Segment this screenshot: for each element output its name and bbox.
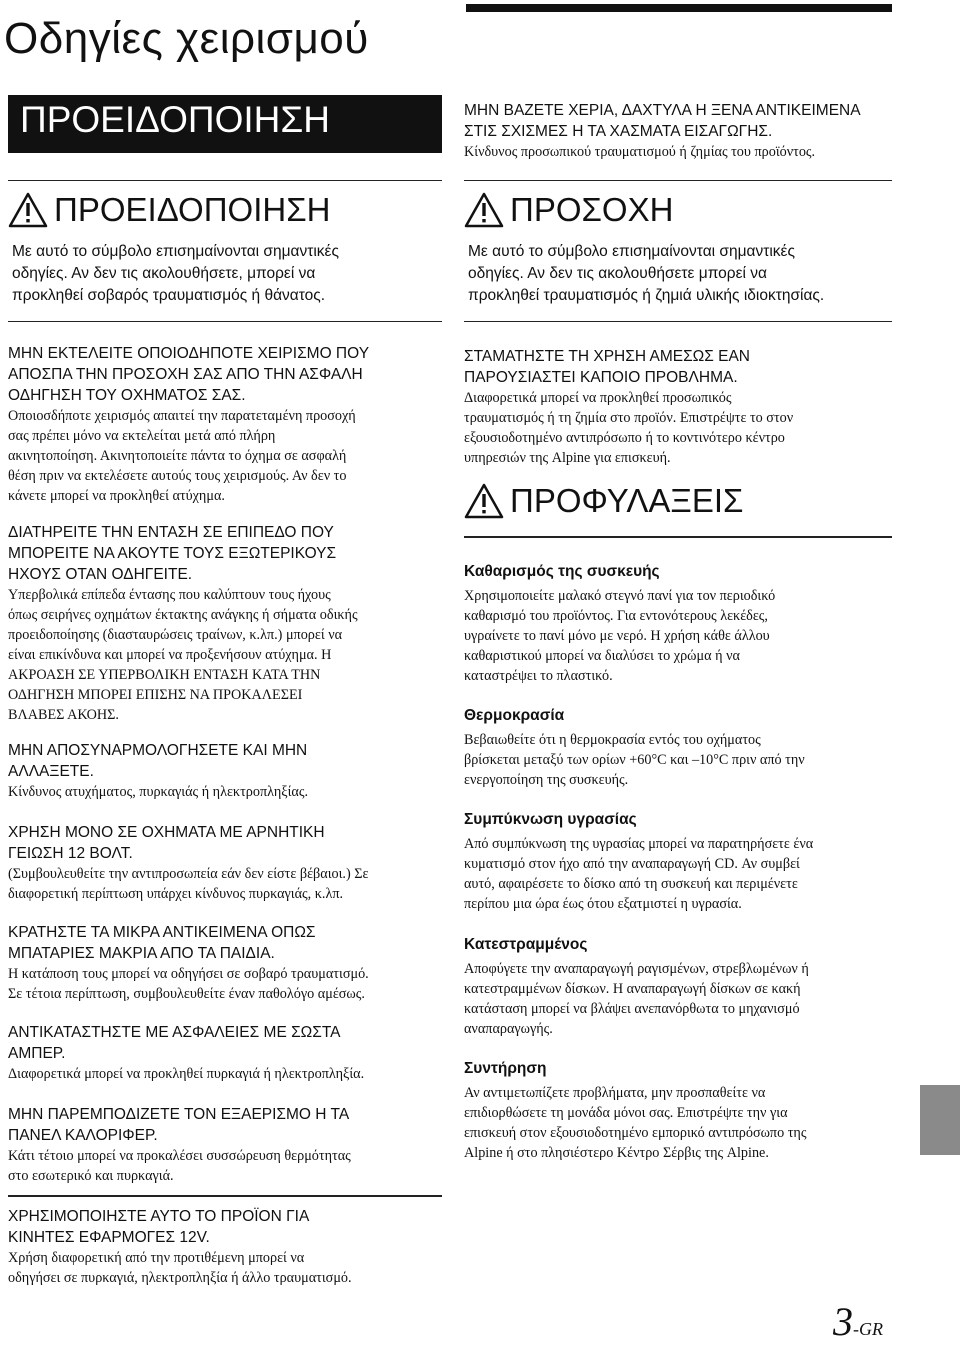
section-text: Η κατάποση τους μπορεί να οδηγήσει σε σοβαρό τραυματισμό. bbox=[8, 966, 369, 982]
precaution-text: περίπου μια ώρα έως ότου εξατμιστεί η υγρασία. bbox=[464, 896, 742, 912]
section-heading: ΑΠΟΣΠΑ ΤΗΝ ΠΡΟΣΟΧΗ ΣΑΣ ΑΠΟ ΤΗΝ ΑΣΦΑΛΗ bbox=[8, 366, 363, 383]
precaution-damaged bbox=[464, 935, 904, 1039]
page-number-suffix: -GR bbox=[853, 1319, 883, 1339]
section-text: προειδοποίησης (διασταυρώσεις τραίνων, κ.λπ.) μπορεί να bbox=[8, 627, 343, 643]
side-tab bbox=[920, 1085, 960, 1155]
section-text: διαφορετική περίπτωση υπάρχει κίνδυνος πυρκαγιάς, κ.λπ. bbox=[8, 886, 344, 902]
precaution-text: Αν αντιμετωπίζετε προβλήματα, μην προσπαθείτε να bbox=[464, 1085, 766, 1101]
section-fuses bbox=[8, 1022, 448, 1084]
section-text: Κίνδυνος ατυχήματος, πυρκαγιάς ή ηλεκτροπληξίας. bbox=[8, 784, 309, 800]
precaution-text: Βεβαιωθείτε ότι η θερμοκρασία εντός του οχήματος bbox=[464, 732, 761, 748]
section-text: Κίνδυνος προσωπικού τραυματισμού ή ζημίας του προϊόντος. bbox=[464, 144, 816, 160]
precaution-title: Καθαρισμός της συσκευής bbox=[464, 563, 660, 580]
precaution-text: υγραίνετε το πανί μόνο με νερό. Η χρήση κάθε άλλου bbox=[464, 628, 770, 644]
caution-box-line: Με αυτό το σύμβολο επισημαίνονται σημαντικές bbox=[468, 243, 795, 260]
section-text: κάνετε μπορεί να προκληθεί ατύχημα. bbox=[8, 488, 225, 504]
warning-box-header bbox=[8, 191, 442, 229]
precaution-text: Alpine ή στο πλησιέστερο Κέντρο Σέρβις της Alpine. bbox=[464, 1145, 769, 1161]
section-heading: ΠΑΡΟΥΣΙΑΣΤΕΙ ΚΑΠΟΙΟ ΠΡΟΒΛΗΜΑ. bbox=[464, 369, 738, 386]
precaution-text: επισκευή στον εξουσιοδοτημένο εμπορικό αντιπρόσωπο της bbox=[464, 1125, 807, 1141]
precaution-text: καθαριστικού μπορεί να διαλύσει το χρώμα ή να bbox=[464, 648, 740, 664]
section-heading: ΟΔΗΓΗΣΗ ΤΟΥ ΟΧΗΜΑΤΟΣ ΣΑΣ. bbox=[8, 387, 246, 404]
page-title: Οδηγίες χειρισμού bbox=[4, 14, 369, 63]
section-text: (Συμβουλευθείτε την αντιπροσωπεία εάν δεν είστε βέβαιοι.) Σε bbox=[8, 866, 369, 882]
caution-box-header bbox=[464, 191, 892, 229]
section-ground bbox=[8, 822, 448, 904]
section-heading: ΔΙΑΤΗΡΕΙΤΕ ΤΗΝ ΕΝΤΑΣΗ ΣΕ ΕΠΙΠΕΔΟ ΠΟΥ bbox=[8, 524, 334, 541]
section-text: ακινητοποίηση. Ακινητοποιείτε πάντα το όχημα σε ασφαλή bbox=[8, 448, 347, 464]
warning-banner-text: ΠΡΟΕΙΔΟΠΟΙΗΣΗ bbox=[20, 99, 330, 140]
section-heading: ΜΠΑΤΑΡΙΕΣ ΜΑΚΡΙΑ ΑΠΟ ΤΑ ΠΑΙΔΙΑ. bbox=[8, 945, 275, 962]
precaution-text: κατεστραμμένων δίσκων. Η αναπαραγωγή δίσκων σε κακή bbox=[464, 981, 801, 997]
caution-box-line: προκληθεί τραυματισμός ή ζημιά υλικής ιδιοκτησίας. bbox=[468, 287, 825, 304]
section-text: ΒΛΑΒΕΣ ΑΚΟΗΣ. bbox=[8, 707, 119, 723]
caution-box-title: ΠΡΟΣΟΧΗ bbox=[510, 191, 674, 228]
precaution-title: Θερμοκρασία bbox=[464, 707, 565, 724]
caution-box-body bbox=[464, 241, 892, 307]
precaution-text: ενεργοποίηση της συσκευής. bbox=[464, 772, 629, 788]
section-text: υπηρεσιών της Alpine για επισκευή. bbox=[464, 450, 671, 466]
precaution-text: επιδιορθώσετε τη μονάδα μόνοι σας. Επιστρέψτε την για bbox=[464, 1105, 788, 1121]
warning-box-line: προκληθεί σοβαρός τραυματισμός ή θάνατος. bbox=[12, 287, 326, 304]
warning-box bbox=[8, 180, 442, 322]
section-distraction bbox=[8, 343, 448, 506]
section-text: Σε τέτοια περίπτωση, συμβουλευθείτε έναν παθολόγο αμέσως. bbox=[8, 986, 365, 1002]
warning-banner bbox=[8, 95, 442, 153]
section-heading: ΗΧΟΥΣ ΟΤΑΝ ΟΔΗΓΕΙΤΕ. bbox=[8, 566, 193, 583]
section-text: Κάτι τέτοιο μπορεί να προκαλέσει συσσώρευση θερμότητας bbox=[8, 1148, 351, 1164]
section-heading: ΣΤΙΣ ΣΧΙΣΜΕΣ Η ΤΑ ΧΑΣΜΑΤΑ ΕΙΣΑΓΩΓΗΣ. bbox=[464, 123, 773, 140]
section-text: εξουσιοδοτημένο αντιπρόσωπο ή το κοντινότερο κέντρο bbox=[464, 430, 785, 446]
section-children bbox=[8, 922, 448, 1004]
precaution-title: Συμπύκνωση υγρασίας bbox=[464, 811, 637, 828]
section-text: ΑΚΡΟΑΣΗ ΣΕ ΥΠΕΡΒΟΛΙΚΗ ΕΝΤΑΣΗ ΚΑΤΑ ΤΗΝ bbox=[8, 667, 321, 683]
precaution-temperature bbox=[464, 706, 904, 790]
precaution-text: Αποφύγετε την αναπαραγωγή ραγισμένων, στρεβλωμένων ή bbox=[464, 961, 809, 977]
precaution-text: αναπαραγωγής. bbox=[464, 1021, 553, 1037]
section-disassemble bbox=[8, 740, 448, 802]
warning-triangle-icon bbox=[8, 192, 48, 228]
precaution-text: καθαρισμό του προϊόντος. Για εντονότερους λεκέδες, bbox=[464, 608, 768, 624]
section-heading: ΓΕΙΩΣΗ 12 ΒΟΛΤ. bbox=[8, 845, 133, 862]
precaution-text: καταστρέψει το πλαστικό. bbox=[464, 668, 613, 684]
section-heading: ΜΗΝ ΠΑΡΕΜΠΟΔΙΖΕΤΕ ΤΟΝ ΕΞΑΕΡΙΣΜΟ Η ΤΑ bbox=[8, 1106, 350, 1123]
section-heading: ΜΠΟΡΕΙΤΕ ΝΑ ΑΚΟΥΤΕ ΤΟΥΣ ΕΞΩΤΕΡΙΚΟΥΣ bbox=[8, 545, 337, 562]
section-heading: ΧΡΗΣΗ ΜΟΝΟ ΣΕ ΟΧΗΜΑΤΑ ΜΕ ΑΡΝΗΤΙΚΗ bbox=[8, 824, 325, 841]
precaution-text: κυματισμό στον ήχο από την αναπαραγωγή CD. Αν συμβεί bbox=[464, 856, 800, 872]
section-heading: ΑΝΤΙΚΑΤΑΣΤΗΣΤΕ ΜΕ ΑΣΦΑΛΕΙΕΣ ΜΕ ΣΩΣΤΑ bbox=[8, 1024, 341, 1041]
section-heading: ΜΗΝ ΑΠΟΣΥΝΑΡΜΟΛΟΓΗΣΕΤΕ ΚΑΙ ΜΗΝ bbox=[8, 742, 308, 759]
precaution-condensation bbox=[464, 810, 904, 914]
section-text: σας πρέπει μόνο να εκτελείται μετά από πλήρη bbox=[8, 428, 276, 444]
precautions-divider bbox=[464, 536, 892, 538]
warning-triangle-icon bbox=[464, 192, 504, 228]
section-text: είναι επικίνδυνα και μπορεί να προξενήσουν ατύχημα. Η bbox=[8, 647, 332, 663]
section-text: ΟΔΗΓΗΣΗ ΜΠΟΡΕΙ ΕΠΙΣΗΣ ΝΑ ΠΡΟΚΑΛΕΣΕΙ bbox=[8, 687, 303, 703]
warning-box-title: ΠΡΟΕΙΔΟΠΟΙΗΣΗ bbox=[54, 191, 331, 228]
section-text: θέση πριν να εκτελέσετε αυτούς τους χειρισμούς. Αν δεν το bbox=[8, 468, 347, 484]
precautions-title: ΠΡΟΦΥΛΑΞΕΙΣ bbox=[510, 482, 744, 519]
precaution-maintenance bbox=[464, 1059, 904, 1163]
warning-box-body bbox=[8, 241, 442, 307]
section-heading: ΜΗΝ ΕΚΤΕΛΕΙΤΕ ΟΠΟΙΟΔΗΠΟΤΕ ΧΕΙΡΙΣΜΟ ΠΟΥ bbox=[8, 345, 370, 362]
precaution-text: βρίσκεται μεταξύ των ορίων +60°C και –10°C πριν από την bbox=[464, 752, 805, 768]
section-text: Χρήση διαφορετική από την προτιθέμενη μπορεί να bbox=[8, 1250, 305, 1266]
warning-triangle-icon bbox=[464, 483, 504, 519]
section-volume bbox=[8, 522, 448, 725]
precaution-title: Συντήρηση bbox=[464, 1060, 547, 1077]
section-heading: ΜΗΝ ΒΑΖΕΤΕ ΧΕΡΙΑ, ΔΑΧΤΥΛΑ Η ΞΕΝΑ ΑΝΤΙΚΕΙΜΕΝΑ bbox=[464, 102, 861, 119]
section-stop-use bbox=[464, 346, 904, 468]
section-text: οδηγήσει σε πυρκαγιά, ηλεκτροπληξία ή άλλο τραυματισμό. bbox=[8, 1270, 352, 1286]
precaution-text: αυτό, αφαιρέσετε το δίσκο από τη συσκευή και περιμένετε bbox=[464, 876, 798, 892]
section-text: στο εσωτερικό και πυρκαγιά. bbox=[8, 1168, 174, 1184]
section-text: Διαφορετικά μπορεί να προκληθεί πυρκαγιά ή ηλεκτροπληξία. bbox=[8, 1066, 365, 1082]
precautions-header bbox=[464, 482, 743, 520]
section-heading: ΧΡΗΣΙΜΟΠΟΙΗΣΤΕ ΑΥΤΟ ΤΟ ΠΡΟΪΟΝ ΓΙΑ bbox=[8, 1208, 310, 1225]
section-heading: ΚΡΑΤΗΣΤΕ ΤΑ ΜΙΚΡΑ ΑΝΤΙΚΕΙΜΕΝΑ ΟΠΩΣ bbox=[8, 924, 316, 941]
section-heading: ΚΙΝΗΤΕΣ ΕΦΑΡΜΟΓΕΣ 12V. bbox=[8, 1229, 210, 1246]
precaution-title: Κατεστραμμένος bbox=[464, 936, 588, 953]
section-text: Οποιοσδήποτε χειρισμός απαιτεί την παρατεταμένη προσοχή bbox=[8, 408, 356, 424]
section-divider bbox=[8, 1195, 442, 1197]
precaution-cleaning bbox=[464, 562, 904, 686]
section-12v bbox=[8, 1206, 448, 1288]
section-heading: ΑΛΛΑΞΕΤΕ. bbox=[8, 763, 94, 780]
section-vents bbox=[8, 1104, 448, 1186]
precaution-text: κατάσταση μπορεί να βλάψει ανεπανόρθωτα το μηχανισμό bbox=[464, 1001, 800, 1017]
section-heading: ΣΤΑΜΑΤΗΣΤΕ ΤΗ ΧΡΗΣΗ ΑΜΕΣΩΣ ΕΑΝ bbox=[464, 348, 750, 365]
caution-box bbox=[464, 180, 892, 322]
section-hands bbox=[464, 100, 904, 162]
section-text: Διαφορετικά μπορεί να προκληθεί προσωπικός bbox=[464, 390, 732, 406]
section-text: τραυματισμός ή τη ζημία στο προϊόν. Επιστρέψτε το στον bbox=[464, 410, 794, 426]
page-number-value: 3 bbox=[833, 1299, 853, 1344]
section-heading: ΠΑΝΕΛ ΚΑΛΟΡΙΦΕΡ. bbox=[8, 1127, 158, 1144]
warning-box-line: οδηγίες. Αν δεν τις ακολουθήσετε, μπορεί να bbox=[12, 265, 316, 282]
section-text: όπως σειρήνες οχημάτων έκτακτης ανάγκης ή σήματα οδικής bbox=[8, 607, 358, 623]
precaution-text: Από συμπύκνωση της υγρασίας μπορεί να παρατηρήσετε ένα bbox=[464, 836, 814, 852]
top-rule bbox=[466, 4, 892, 12]
precaution-text: Χρησιμοποιείτε μαλακό στεγνό πανί για τον περιοδικό bbox=[464, 588, 776, 604]
section-heading: ΑΜΠΕΡ. bbox=[8, 1045, 66, 1062]
warning-box-line: Με αυτό το σύμβολο επισημαίνονται σημαντικές bbox=[12, 243, 339, 260]
caution-box-line: οδηγίες. Αν δεν τις ακολουθήσετε μπορεί να bbox=[468, 265, 767, 282]
section-text: Υπερβολικά επίπεδα έντασης που καλύπτουν τους ήχους bbox=[8, 587, 331, 603]
